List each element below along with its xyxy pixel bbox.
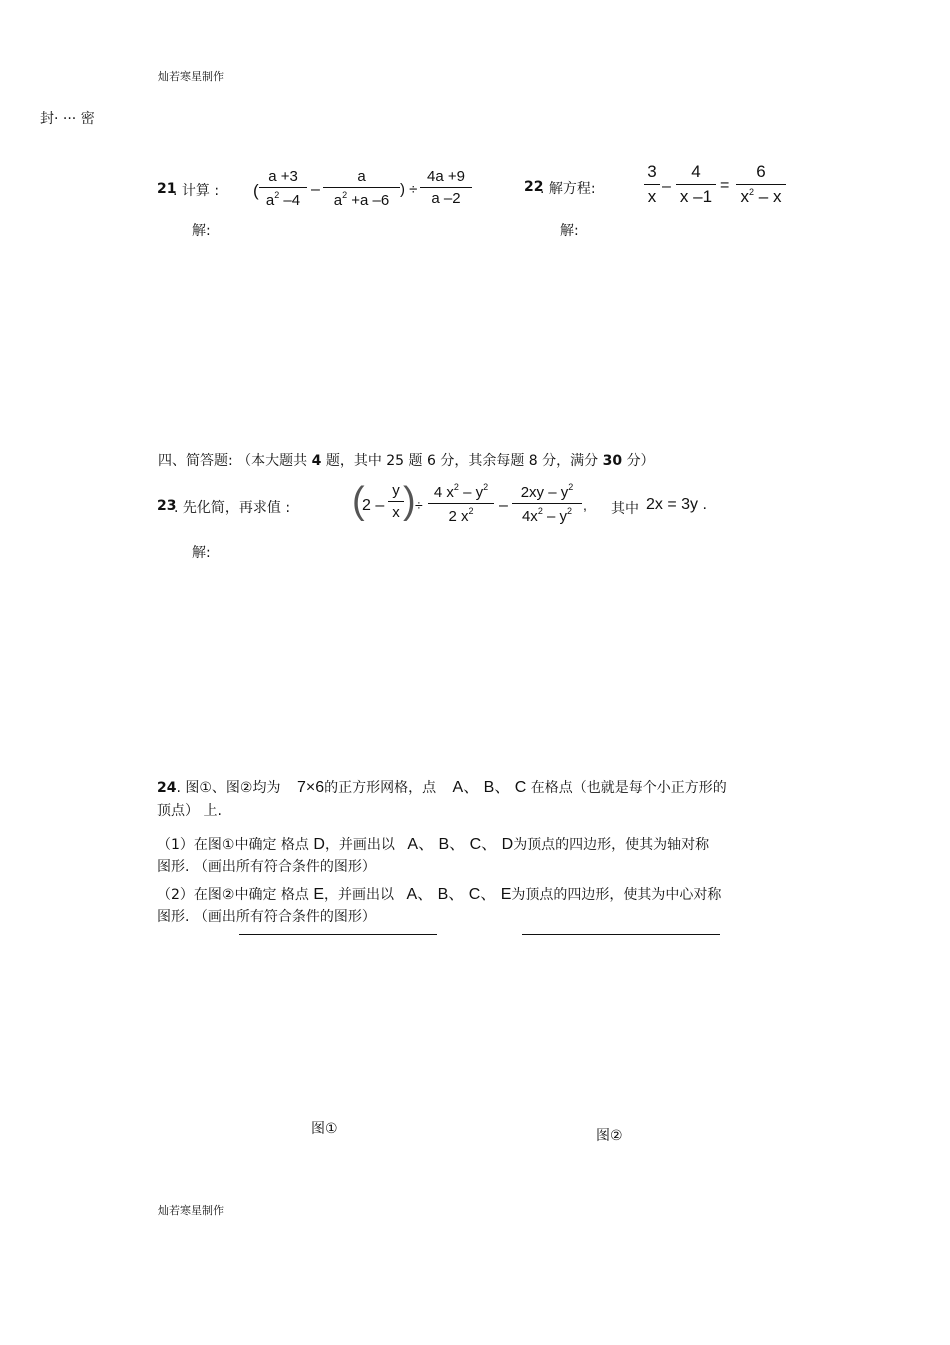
question-number: 22 bbox=[524, 179, 544, 195]
seal-text: 封· ··· 密 bbox=[40, 111, 95, 127]
q24-line-2: 顶点） 上. bbox=[157, 803, 222, 819]
footer-watermark: 灿若寒星制作 bbox=[158, 1204, 224, 1217]
q24-part-1: （1）在图①中确定 格点 D，并画出以 A、 B、 C、 D为顶点的四边形，使其为轴对称 bbox=[157, 836, 710, 853]
q24-part-2: （2）在图②中确定 格点 E，并画出以 A、 B、 C、 E为顶点的四边形，使其为中心对称 bbox=[157, 886, 722, 903]
q24-line-1: 24. 图①、图②均为 7×6的正方形网格，点 A、 B、 C 在格点（也就是每个小正方形的 bbox=[157, 779, 727, 796]
answer-label: 解: bbox=[560, 223, 579, 239]
figure-2-caption: 图② bbox=[596, 1128, 623, 1144]
header-watermark: 灿若寒星制作 bbox=[158, 70, 224, 83]
question-number: 23 bbox=[157, 498, 177, 514]
section-heading: 四、简答题: （本大题共 4 题，其中 25 题 6 分，其余每题 8 分，满分 30 分） bbox=[158, 453, 655, 469]
answer-label: 解: bbox=[192, 545, 211, 561]
question-label: . 先化简，再求值 : bbox=[174, 500, 291, 516]
figure-2-top-line bbox=[522, 934, 720, 935]
condition-equation: 2x = 3y . bbox=[646, 496, 707, 513]
question-number: 21 bbox=[157, 181, 177, 197]
q24-part-1-cont: 图形. （画出所有符合条件的图形） bbox=[157, 859, 376, 875]
question-label: . 解方程: bbox=[540, 181, 596, 197]
q24-part-2-cont: 图形. （画出所有符合条件的图形） bbox=[157, 909, 376, 925]
question-label: . 计算 : bbox=[173, 183, 220, 199]
answer-label: 解: bbox=[192, 223, 211, 239]
condition-label: 其中 bbox=[611, 501, 639, 517]
figure-1-caption: 图① bbox=[311, 1121, 338, 1137]
figure-1-top-line bbox=[239, 934, 437, 935]
